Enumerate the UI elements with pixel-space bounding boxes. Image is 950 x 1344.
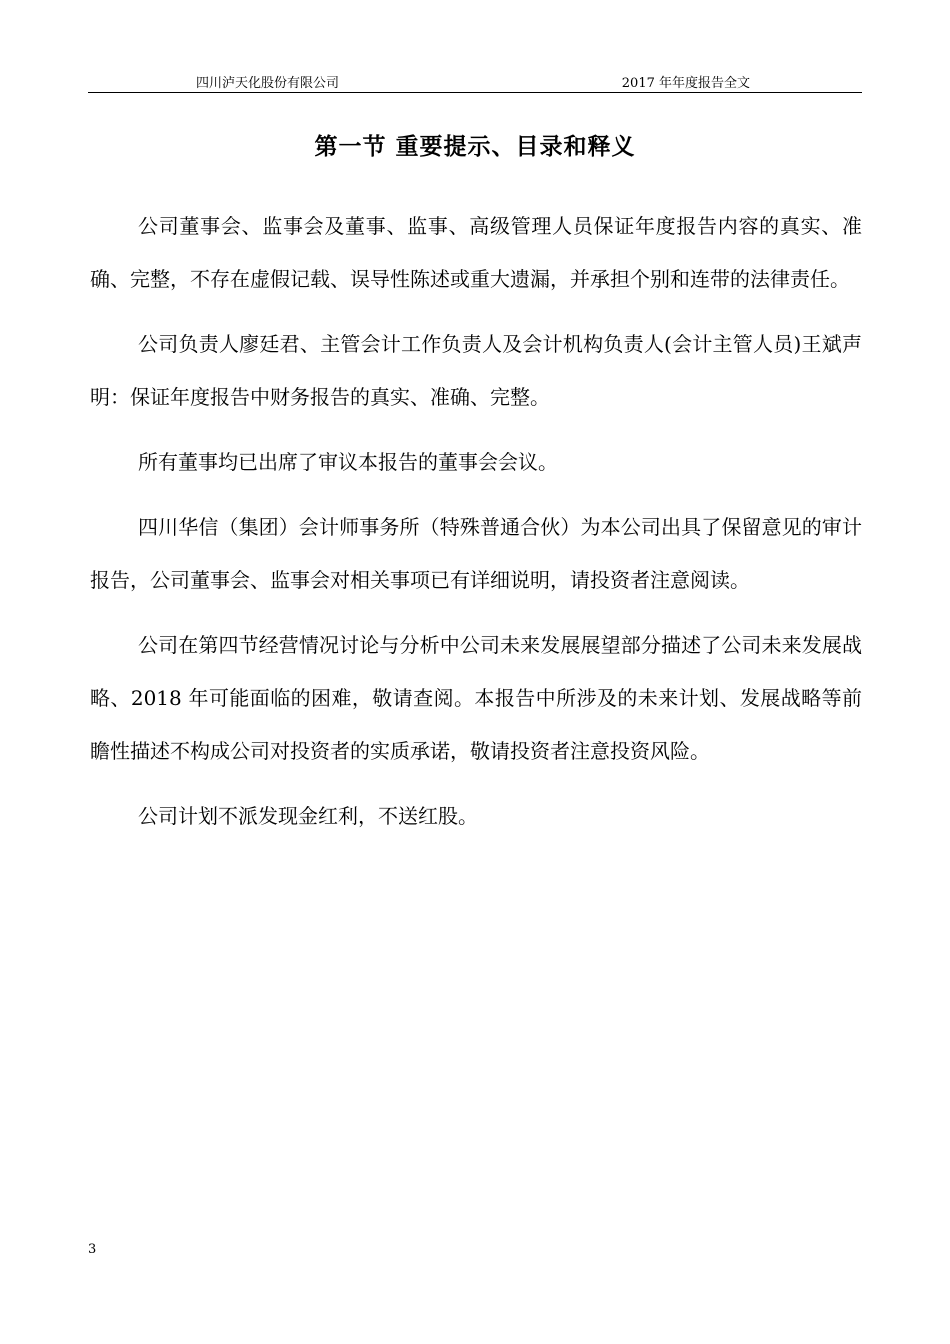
paragraph-forward-looking: 公司在第四节经营情况讨论与分析中公司未来发展展望部分描述了公司未来发展战略、2018 年可能面临的困难，敬请查阅。本报告中所涉及的未来计划、发展战略等前瞻性描述不构成公司对投资者的实质承诺，敬请投资者注意投资风险。	[90, 633, 862, 763]
page-header	[88, 70, 862, 93]
paragraph-dividend: 公司计划不派发现金红利，不送红股。	[138, 804, 478, 828]
paragraph-responsibility: 公司董事会、监事会及董事、监事、高级管理人员保证年度报告内容的真实、准确、完整，不存在虚假记载、误导性陈述或重大遗漏，并承担个别和连带的法律责任。	[90, 214, 862, 291]
page-number: 3	[88, 1242, 97, 1257]
paragraph-audit-opinion: 四川华信（集团）会计师事务所（特殊普通合伙）为本公司出具了保留意见的审计报告，公司董事会、监事会对相关事项已有详细说明，请投资者注意阅读。	[90, 515, 862, 592]
paragraph-financial-statement: 公司负责人廖廷君、主管会计工作负责人及会计机构负责人(会计主管人员)王斌声明：保证年度报告中财务报告的真实、准确、完整。	[90, 332, 862, 409]
paragraph-board-attendance: 所有董事均已出席了审议本报告的董事会会议。	[138, 450, 558, 474]
document-body	[90, 200, 862, 855]
header-report-title: 2017 年年度报告全文	[621, 76, 750, 91]
section-title: 第一节 重要提示、目录和释义	[314, 133, 636, 160]
header-company-name: 四川泸天化股份有限公司	[196, 76, 340, 91]
